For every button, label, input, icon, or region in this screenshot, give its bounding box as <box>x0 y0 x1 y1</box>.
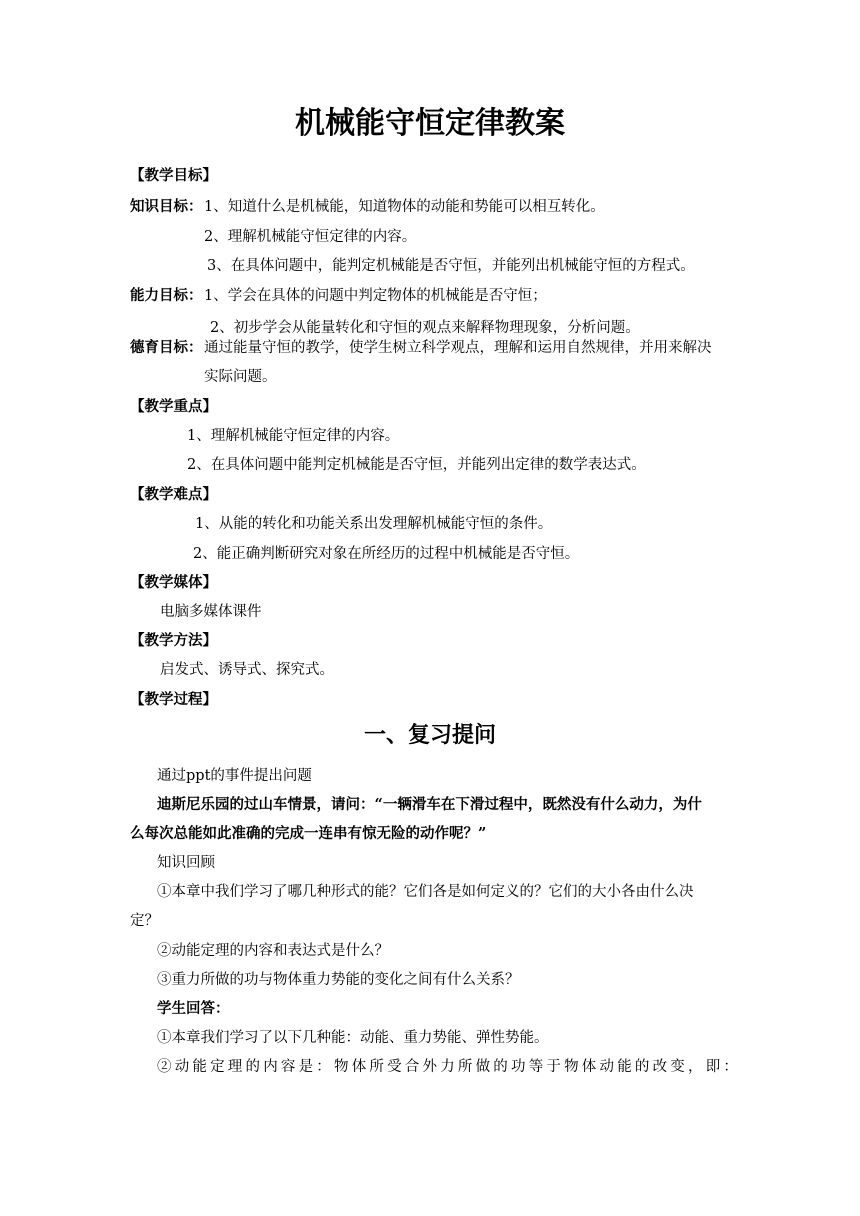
answer-2: ②动能定理的内容是：物体所受合外力所做的功等于物体动能的改变，即： <box>157 1059 742 1075</box>
ability-goals-label: 能力目标： <box>130 287 203 304</box>
review-q3: ③重力所做的功与物体重力势能的变化之间有什么关系？ <box>157 972 520 988</box>
difficulty-2: 2、能正确判断研究对象在所经历的过程中机械能是否守恒。 <box>193 546 580 562</box>
method-heading: 【教学方法】 <box>130 632 217 649</box>
question-line-2: 么每次总能如此准确的完成一连串有惊无险的动作呢？” <box>130 825 487 842</box>
difficulty-1: 1、从能的转化和功能关系出发理解机械能守恒的条件。 <box>195 516 553 532</box>
ability-goal-1: 1、学会在具体的问题中判定物体的机械能是否守恒； <box>204 288 547 304</box>
difficulties-heading: 【教学难点】 <box>130 486 217 503</box>
method-text: 启发式、诱导式、探究式。 <box>160 662 334 678</box>
process-heading: 【教学过程】 <box>130 691 217 708</box>
moral-goals-label: 德育目标： <box>130 339 203 356</box>
knowledge-goals-label: 知识目标： <box>130 198 203 215</box>
answer-label: 学生回答： <box>157 1000 230 1017</box>
knowledge-goal-3: 3、在具体问题中，能判定机械能是否守恒，并能列出机械能守恒的方程式。 <box>207 258 695 274</box>
media-heading: 【教学媒体】 <box>130 574 217 591</box>
review-q1-line-2: 定？ <box>130 913 159 929</box>
ability-goal-2: 2、初步学会从能量转化和守恒的观点来解释物理现象，分析问题。 <box>210 320 640 336</box>
goals-heading: 【教学目标】 <box>130 167 217 184</box>
key-point-2: 2、在具体问题中能判定机械能是否守恒，并能列出定律的数学表达式。 <box>187 457 646 473</box>
media-text: 电脑多媒体课件 <box>160 604 262 620</box>
answer-1: ①本章我们学习了以下几种能：动能、重力势能、弹性势能。 <box>157 1030 549 1046</box>
section-title: 一、复习提问 <box>363 722 496 748</box>
process-intro: 通过ppt的事件提出问题 <box>157 768 312 784</box>
key-point-1: 1、理解机械能守恒定律的内容。 <box>187 428 400 444</box>
question-line-1: 迪斯尼乐园的过山车情景，请问：“一辆滑车在下滑过程中，既然没有什么动力，为什 <box>157 796 702 813</box>
document-title: 机械能守恒定律教案 <box>295 106 565 141</box>
moral-goal-line-1: 通过能量守恒的教学，使学生树立科学观点，理解和运用自然规律，并用来解决 <box>204 340 712 356</box>
moral-goal-line-2: 实际问题。 <box>204 369 277 385</box>
key-points-heading: 【教学重点】 <box>130 398 217 415</box>
knowledge-goal-2: 2、理解机械能守恒定律的内容。 <box>204 229 417 245</box>
review-q2: ②动能定理的内容和表达式是什么？ <box>157 943 389 959</box>
knowledge-goal-1: 1、知道什么是机械能，知道物体的动能和势能可以相互转化。 <box>204 199 605 215</box>
review-q1-line-1: ①本章中我们学习了哪几种形式的能？它们各是如何定义的？它们的大小各由什么决 <box>157 884 694 900</box>
review-label: 知识回顾 <box>157 855 215 871</box>
